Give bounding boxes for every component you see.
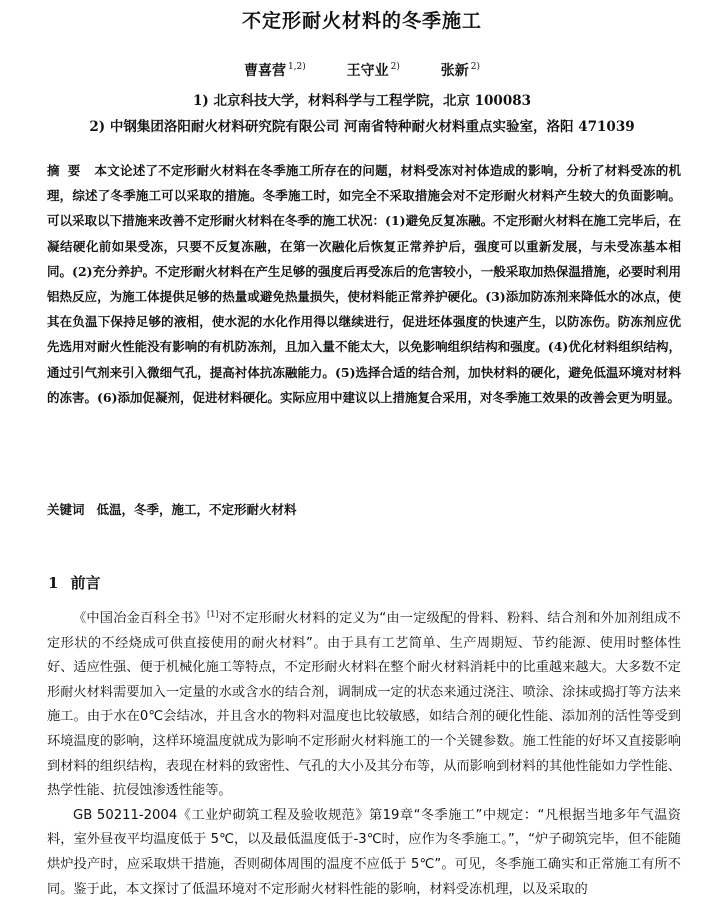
keywords-label: 关键词	[47, 502, 85, 517]
paragraph-text: 对不定形耐火材料的定义为“由一定级配的骨料、粉料、结合剂和外加剂组成不定形状的不经烧成可供直接使用的耐火材料”。由于具有工艺简单、生产周期短、节约能源、使用时整体性好、适应性强、便于机械化施工等特点，不定形耐火材料在整个耐火材料消耗中的比重越来越大。大多数不定形耐火材料需要加入一定量的水或含水的结合剂，调制成一定的状态来通过浇注、喷涂、涂抹或捣打等方法来施工。由于水在0℃会结冰，并且含水的物料对温度也比较敏感，如结合剂的硬化性能、添加剂的活性等受到环境温度的影响，这样环境温度就成为影响不定形耐火材料施工的一个关键参数。施工性能的好坏又直接影响到材料的组织结构，表现在材料的致密性、气孔的大小及其分布等，从而影响到材料的其他性能如力学性能、热学性能、抗侵蚀渗透性能等。	[47, 611, 681, 799]
section-title: 前言	[70, 574, 101, 592]
abstract-text: 本文论述了不定形耐火材料在冬季施工所存在的问题，材料受冻对衬体造成的影响，分析了材料受冻的机理，综述了冬季施工可以采取的措施。冬季施工时，如完全不采取措施会对不定形耐火材料产生较大的负面影响。可以采取以下措施来改善不定形耐火材料在冬季的施工状况：(1)避免反复冻融。不定形耐火材料在施工完毕后，在凝结硬化前如果受冻，只要不反复冻融，在第一次融化后恢复正常养护后，强度可以重新发展，与未受冻基本相同。(2)充分养护。不定形耐火材料在产生足够的强度后再受冻后的危害较小，一般采取加热保温措施，必要时利用铝热反应，为施工体提供足够的热量或避免热量损失，使材料能正常养护硬化。(3)添加防冻剂来降低水的冰点，使其在负温下保持足够的液相，使水泥的水化作用得以继续进行，促进坯体强度的快速产生，以防冻伤。防冻剂应优先选用对耐火性能没有影响的有机防冻剂，且加入量不能太大，以免影响组织结构和强度。(4)优化材料组织结构，通过引气剂来引入微细气孔，提高衬体抗冻融能力。(5)选择合适的结合剂，加快材料的硬化，避免低温环境对材料的冻害。(6)添加促凝剂，促进材料硬化。实际应用中建议以上措施复合采用，对冬季施工效果的改善会更为明显。	[47, 163, 681, 405]
abstract-label: 摘要	[47, 163, 89, 178]
author-list	[0, 60, 724, 80]
abstract	[47, 158, 681, 410]
author-name: 张新	[440, 63, 469, 79]
author-2	[347, 63, 400, 79]
keywords	[47, 500, 681, 518]
author-1	[244, 63, 306, 79]
citation-ref: [1]	[207, 609, 219, 619]
author-affiliation-mark: 2)	[390, 62, 400, 73]
author-3	[441, 63, 480, 79]
author-affiliation-mark: 2)	[470, 62, 481, 73]
affiliation-1: 1) 北京科技大学，材料科学与工程学院，北京 100083	[192, 93, 532, 109]
paragraph-1	[47, 607, 681, 804]
author-name: 王守业	[346, 63, 389, 79]
affiliation-2: 2) 中钢集团洛阳耐火材料研究院有限公司 河南省特种耐火材料重点实验室，洛阳 471039	[89, 119, 635, 135]
author-name: 曹喜营	[243, 63, 286, 79]
section-number: 1	[48, 574, 59, 592]
paper-title: 不定形耐火材料的冬季施工	[241, 10, 482, 32]
body-text	[47, 607, 681, 902]
author-affiliation-mark: 1,2)	[287, 62, 306, 73]
section-heading	[48, 572, 100, 593]
keywords-text: 低温，冬季，施工，不定形耐火材料	[96, 502, 297, 517]
paragraph-text: 《中国冶金百科全书》	[73, 611, 207, 626]
paragraph-2: GB 50211-2004《工业炉砌筑工程及验收规范》第19章“冬季施工”中规定：“凡根据当地多年气温资料，室外昼夜平均温度低于 5℃，以及最低温度低于-3℃时，应作为冬季施工。”，“炉子砌筑完毕，但不能随烘炉投产时，应采取烘干措施，否则砌体周围的温度不应低于 5℃”。可见，冬季施工确实和正常施工有所不同。鉴于此，本文探讨了低温环境对不定形耐火材料性能的影响，材料受冻机理，以及采取的	[47, 807, 681, 897]
